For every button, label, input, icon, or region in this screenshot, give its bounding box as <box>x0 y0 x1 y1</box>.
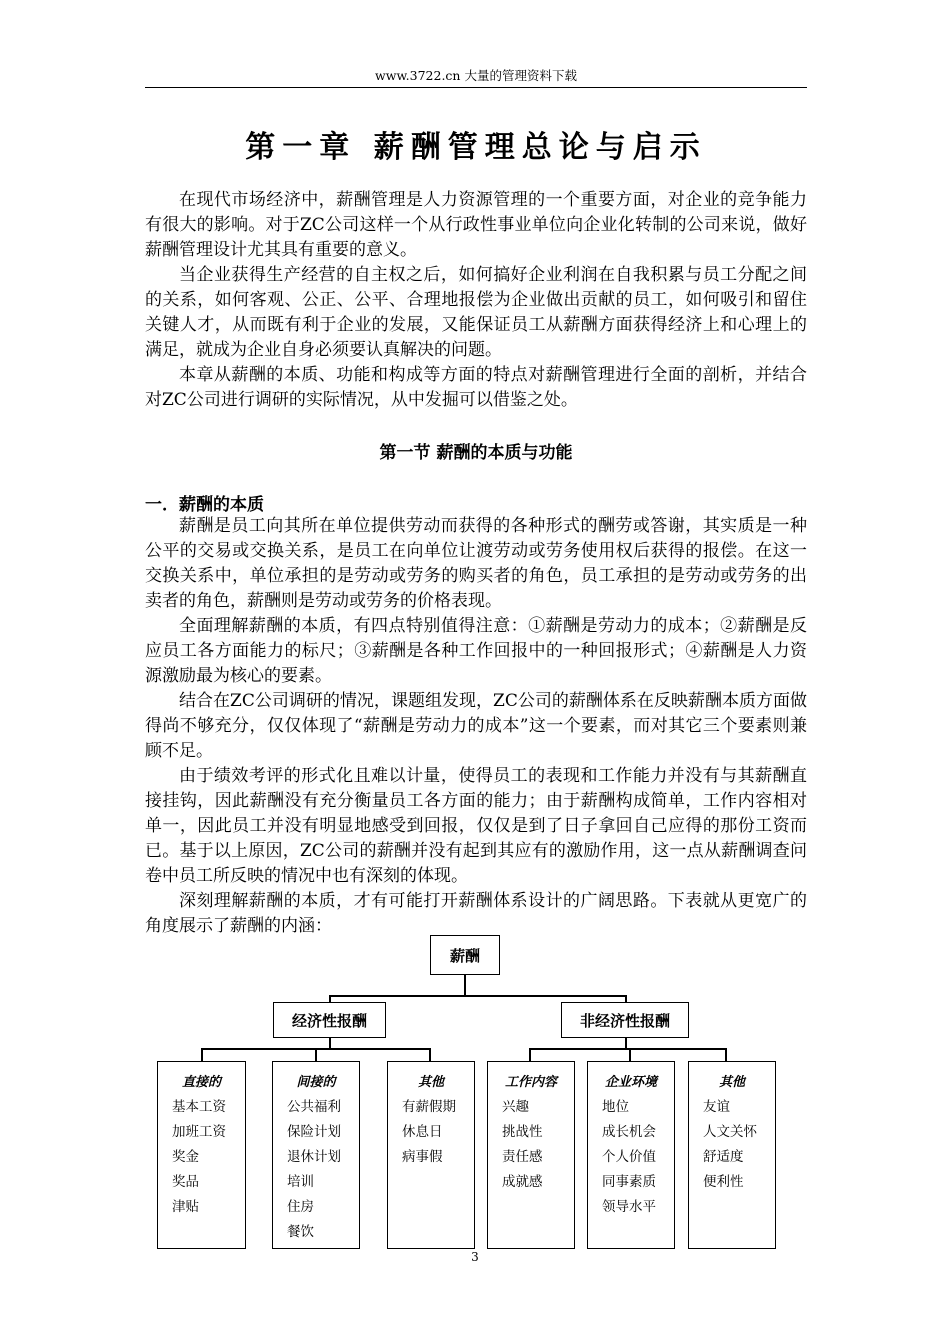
list-item: 个人价值 <box>602 1149 656 1165</box>
leaf-group-title: 间接的 <box>296 1075 336 1090</box>
paragraph: 由于绩效考评的形式化且难以计量，使得员工的表现和工作能力并没有与其薪酬直接挂钩，因此薪酬没有充分衡量员工各方面的能力；由于薪酬构成简单，工作内容相对单一，因此员工并没有明显地感受到回报，仅仅是到了日子拿回自己应得的那份工资而已。基于以上原因，ZC公司的薪酬并没有起到其应有的激励作用，这一点从薪酬调查问卷中员工所反映的情况中也有深刻的体现。 <box>145 766 807 886</box>
diagram-root-node: 薪酬 <box>430 935 500 975</box>
list-item: 加班工资 <box>172 1124 226 1140</box>
list-item: 挑战性 <box>502 1124 543 1140</box>
connector-line <box>329 995 626 997</box>
section-title: 第一节 薪酬的本质与功能 <box>379 443 573 463</box>
section-text <box>145 514 807 939</box>
chapter-title: 第一章 薪酬管理总论与启示 <box>245 130 707 165</box>
branch-node-non-economic: 非经济性报酬 <box>561 1002 689 1038</box>
paragraph: 结合在ZC公司调研的情况，课题组发现，ZC公司的薪酬体系在反映薪酬本质方面做得尚不够充分，仅仅体现了“薪酬是劳动力的成本”这一个要素，而对其它三个要素则兼顾不足。 <box>145 691 807 761</box>
list-item: 友谊 <box>703 1099 730 1115</box>
connector-line <box>625 1038 627 1048</box>
list-item: 奖金 <box>172 1149 199 1165</box>
leaf-group-title: 工作内容 <box>504 1075 557 1090</box>
list-item: 同事素质 <box>602 1174 656 1190</box>
page-number: 3 <box>471 1250 479 1264</box>
list-item: 人文关怀 <box>703 1124 757 1140</box>
intro-text <box>145 188 807 413</box>
list-item: 保险计划 <box>287 1124 341 1140</box>
connector-line <box>529 1048 531 1061</box>
list-item: 责任感 <box>502 1149 543 1165</box>
paragraph: 在现代市场经济中，薪酬管理是人力资源管理的一个重要方面，对企业的竞争能力有很大的影响。对于ZC公司这样一个从行政性事业单位向企业化转制的公司来说，做好薪酬管理设计尤其具有重要的意义。 <box>145 190 807 260</box>
connector-line <box>725 1048 727 1061</box>
paragraph: 薪酬是员工向其所在单位提供劳动而获得的各种形式的酬劳或答谢，其实质是一种公平的交易或交换关系，是员工在向单位让渡劳动或劳务使用权后获得的报偿。在这一交换关系中，单位承担的是劳动或劳务的购买者的角色，员工承担的是劳动或劳务的出卖者的角色，薪酬则是劳动或劳务的价格表现。 <box>145 516 807 611</box>
leaf-group-environment <box>587 1061 675 1249</box>
list-item: 地位 <box>602 1099 629 1115</box>
subsection-title: 一．薪酬的本质 <box>145 495 264 515</box>
list-item: 津贴 <box>172 1199 199 1215</box>
list-item: 培训 <box>287 1174 314 1190</box>
list-item: 住房 <box>287 1199 314 1215</box>
leaf-group-title: 直接的 <box>181 1075 221 1090</box>
list-item: 成就感 <box>502 1174 543 1190</box>
list-item: 基本工资 <box>172 1099 226 1115</box>
paragraph: 本章从薪酬的本质、功能和构成等方面的特点对薪酬管理进行全面的剖析，并结合对ZC公司进行调研的实际情况，从中发掘可以借鉴之处。 <box>145 365 807 410</box>
list-item: 退休计划 <box>287 1149 341 1165</box>
page-header: www.3722.cn 大量的管理资料下载 <box>375 68 577 83</box>
list-item: 餐饮 <box>287 1224 314 1240</box>
list-item: 领导水平 <box>602 1199 656 1215</box>
leaf-group-indirect <box>272 1061 360 1249</box>
list-item: 便利性 <box>703 1174 744 1190</box>
paragraph: 当企业获得生产经营的自主权之后，如何搞好企业利润在自我积累与员工分配之间的关系，如何客观、公正、公平、合理地报偿为企业做出贡献的员工，如何吸引和留住关键人才，从而既有利于企业的发展，又能保证员工从薪酬方面获得经济上和心理上的满足，就成为企业自身必须要认真解决的问题。 <box>145 265 807 360</box>
list-item: 奖品 <box>172 1174 199 1190</box>
leaf-group-title: 其他 <box>718 1075 745 1090</box>
list-item: 兴趣 <box>502 1099 529 1115</box>
list-item: 有薪假期 <box>402 1099 456 1115</box>
leaf-group-economic-other <box>387 1061 475 1249</box>
leaf-group-title: 其他 <box>417 1075 444 1090</box>
connector-line <box>201 1048 203 1061</box>
branch-node-economic: 经济性报酬 <box>273 1002 386 1038</box>
leaf-group-title: 企业环境 <box>604 1075 657 1090</box>
leaf-group-non-economic-other <box>688 1061 776 1249</box>
leaf-group-work-content <box>487 1061 575 1249</box>
leaf-group-direct <box>157 1061 246 1249</box>
list-item: 成长机会 <box>602 1124 656 1140</box>
paragraph: 深刻理解薪酬的本质，才有可能打开薪酬体系设计的广阔思路。下表就从更宽广的角度展示了薪酬的内涵： <box>145 891 807 936</box>
connector-line <box>429 1048 431 1061</box>
connector-line <box>329 1038 331 1048</box>
paragraph: 全面理解薪酬的本质，有四点特别值得注意：①薪酬是劳动力的成本；②薪酬是反应员工各方面能力的标尺；③薪酬是各种工作回报中的一种回报形式；④薪酬是人力资源激励最为核心的要素。 <box>145 616 807 686</box>
list-item: 休息日 <box>402 1124 443 1140</box>
connector-line <box>315 1048 317 1061</box>
list-item: 病事假 <box>402 1149 443 1165</box>
list-item: 公共福利 <box>287 1099 341 1115</box>
list-item: 舒适度 <box>703 1149 744 1165</box>
header-rule <box>145 87 807 88</box>
connector-line <box>629 1048 631 1061</box>
connector-line <box>464 975 466 995</box>
connector-line <box>529 1048 726 1050</box>
